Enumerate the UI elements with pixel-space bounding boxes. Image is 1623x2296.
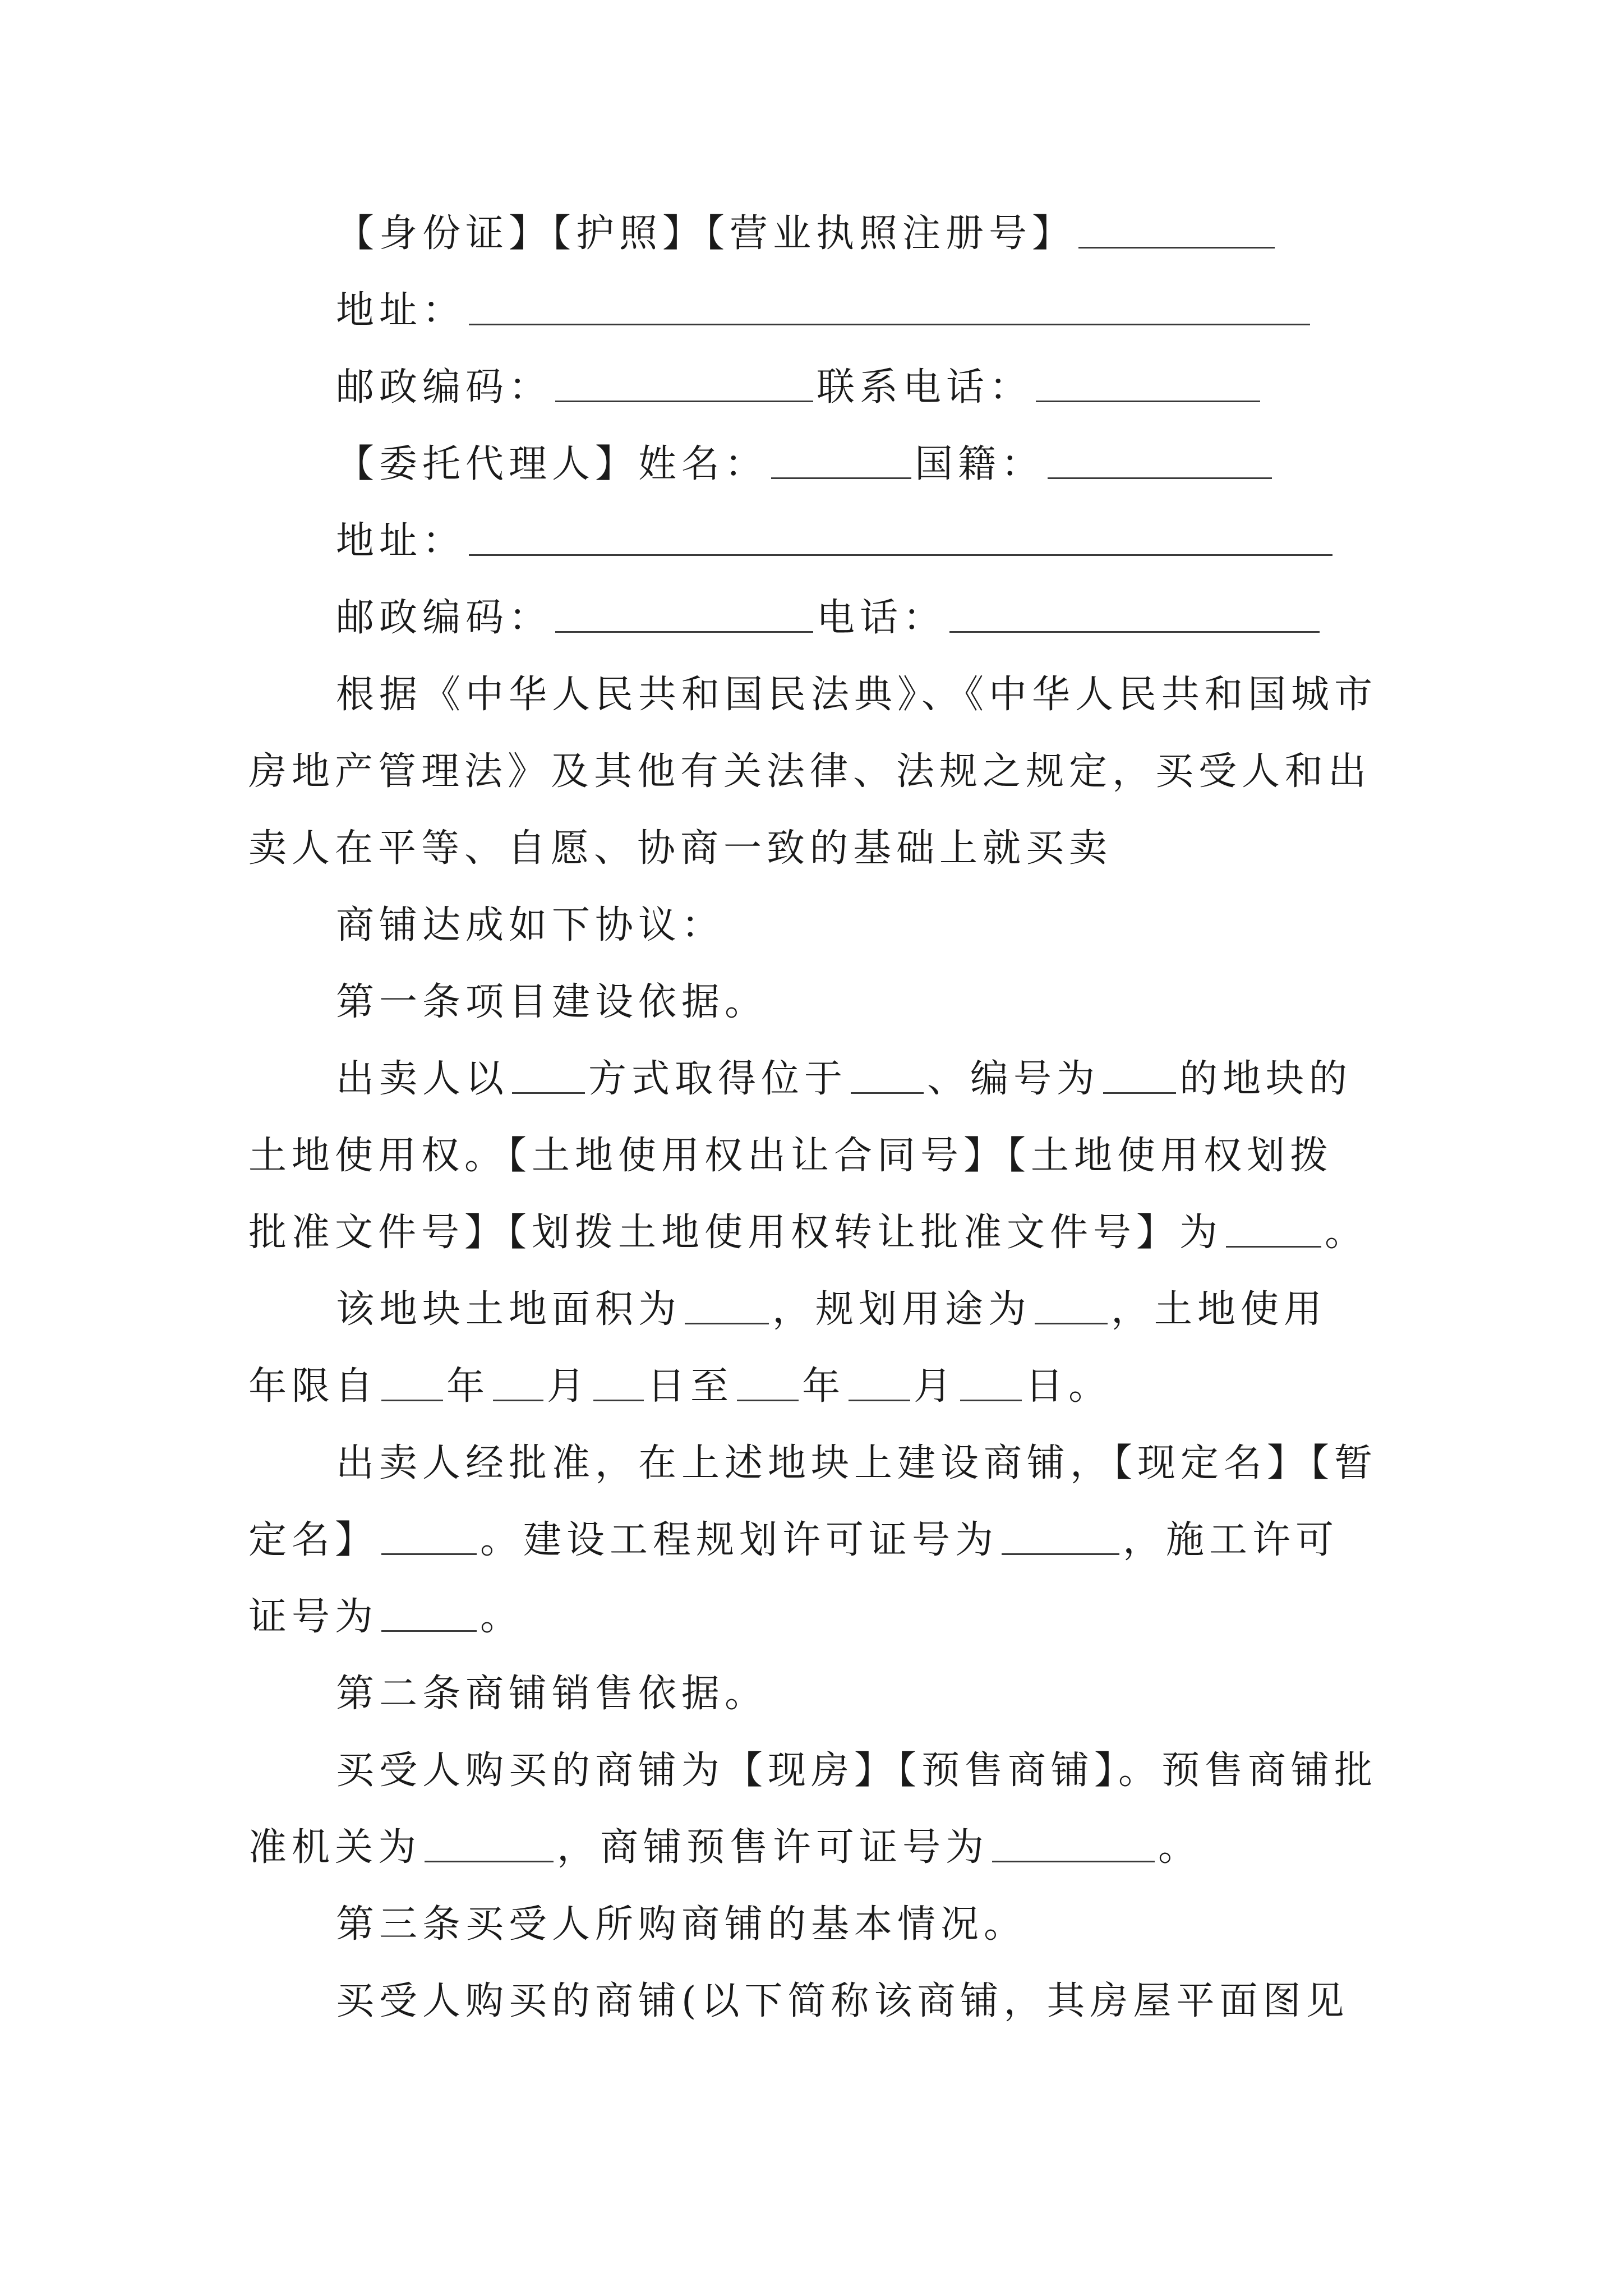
clause-text: 、编号为	[927, 1057, 1100, 1101]
agent-address-label: 地址：	[336, 519, 466, 563]
paragraph-line	[248, 1041, 1387, 1117]
start-month-blank	[493, 1372, 543, 1401]
paragraph-line	[248, 1271, 1387, 1348]
article-3-title: 第三条买受人所购商铺的基本情况。	[336, 1902, 1027, 1947]
clause-text: ，规划用途为	[772, 1287, 1032, 1332]
location-blank	[851, 1064, 924, 1094]
preamble-text: 房地产管理法》及其他有关法律、法规之规定，买受人和出	[248, 749, 1372, 794]
paragraph-line	[248, 656, 1387, 733]
article-2-title: 第二条商铺销售依据。	[336, 1672, 768, 1716]
document-body	[248, 195, 1387, 2040]
end-month-blank	[849, 1372, 910, 1401]
postal-phone-line	[248, 349, 1387, 426]
clause-text: 。	[1325, 1211, 1368, 1255]
article-1-title: 第一条项目建设依据。	[336, 980, 768, 1024]
postal-code-label: 邮政编码：	[336, 365, 552, 409]
land-area-blank	[685, 1295, 769, 1324]
clause-text: 买受人购买的商铺(以下简称该商铺，其房屋平面图见	[336, 1979, 1349, 2023]
address-line	[248, 272, 1387, 349]
presale-permit-blank	[992, 1833, 1155, 1862]
agent-line	[248, 426, 1387, 503]
paragraph-line	[248, 1579, 1387, 1655]
end-day-blank	[960, 1372, 1022, 1401]
clause-text: 批准文件号】【划拨土地使用权转让批准文件号】为	[248, 1211, 1223, 1255]
end-year-blank	[737, 1372, 799, 1401]
agent-name-label: 【委托代理人】姓名：	[336, 442, 768, 486]
clause-text: 月	[914, 1364, 957, 1409]
planning-permit-blank	[1002, 1525, 1119, 1555]
paragraph-line	[248, 1348, 1387, 1425]
nationality-label: 国籍：	[915, 442, 1045, 486]
construction-permit-blank	[381, 1602, 477, 1632]
postal-code-blank	[555, 372, 813, 402]
clause-text: 日。	[1025, 1364, 1112, 1409]
article-heading	[248, 1655, 1387, 1732]
acquisition-method-blank	[512, 1064, 585, 1094]
start-year-blank	[381, 1372, 443, 1401]
paragraph-line	[248, 733, 1387, 810]
contract-number-blank	[1226, 1218, 1321, 1248]
paragraph-line	[248, 1194, 1387, 1271]
paragraph-line	[248, 1117, 1387, 1194]
id-type-line	[248, 195, 1387, 272]
preamble-text: 卖人在平等、自愿、协商一致的基础上就买卖	[248, 826, 1113, 871]
shop-name-blank	[381, 1525, 477, 1555]
clause-text: 土地使用权。【土地使用权出让合同号】【土地使用权划拨	[248, 1134, 1334, 1178]
id-type-label: 【身份证】【护照】【营业执照注册号】	[336, 211, 1076, 256]
contact-phone-blank	[1036, 372, 1260, 402]
clause-text: ，商铺预售许可证号为	[557, 1825, 989, 1870]
clause-text: 出卖人经批准，在上述地块上建设商铺，【现定名】【暂	[336, 1441, 1378, 1485]
approval-authority-blank	[425, 1833, 554, 1862]
clause-text: 的地块的	[1179, 1057, 1353, 1101]
clause-text: 。	[480, 1595, 524, 1639]
clause-text: 年限自	[248, 1364, 379, 1409]
paragraph-line	[248, 1963, 1387, 2040]
agent-postal-code-label: 邮政编码：	[336, 596, 552, 640]
land-use-blank	[1035, 1295, 1108, 1324]
preamble-text: 商铺达成如下协议：	[336, 903, 725, 947]
paragraph-line	[248, 810, 1387, 887]
clause-text: 。	[1158, 1825, 1202, 1870]
agent-postal-phone-line	[248, 579, 1387, 656]
agent-address-line	[248, 503, 1387, 579]
paragraph-line	[248, 1425, 1387, 1502]
id-number-blank	[1078, 219, 1275, 249]
agent-name-blank	[771, 449, 911, 479]
article-heading	[248, 964, 1387, 1041]
preamble-text: 根据《中华人民共和国民法典》、《中华人民共和国城市	[336, 673, 1378, 717]
clause-text: 准机关为	[248, 1825, 422, 1870]
address-blank	[469, 296, 1310, 325]
clause-text: 年	[446, 1364, 490, 1409]
parcel-number-blank	[1103, 1064, 1176, 1094]
clause-text: 方式取得位于	[588, 1057, 848, 1101]
clause-text: 月	[547, 1364, 591, 1409]
article-heading	[248, 1886, 1387, 1963]
clause-text: 定名】	[248, 1518, 379, 1562]
clause-text: 该地块土地面积为	[336, 1287, 682, 1332]
clause-text: ，施工许可	[1123, 1518, 1339, 1562]
paragraph-line	[248, 1732, 1387, 1809]
clause-text: 。建设工程规划许可证号为	[480, 1518, 999, 1562]
agent-phone-label: 电话：	[817, 596, 947, 640]
agent-phone-blank	[949, 603, 1320, 633]
clause-text: ，土地使用	[1111, 1287, 1327, 1332]
clause-text: 买受人购买的商铺为【现房】【预售商铺】。预售商铺批	[336, 1749, 1378, 1793]
start-day-blank	[593, 1372, 644, 1401]
clause-text: 日至	[647, 1364, 734, 1409]
clause-text: 证号为	[248, 1595, 379, 1639]
paragraph-line	[248, 1502, 1387, 1579]
clause-text: 出卖人以	[336, 1057, 509, 1101]
agent-postal-code-blank	[555, 603, 813, 633]
paragraph-line	[248, 1809, 1387, 1886]
clause-text: 年	[802, 1364, 846, 1409]
contact-phone-label: 联系电话：	[817, 365, 1033, 409]
nationality-blank	[1048, 449, 1272, 479]
agent-address-blank	[469, 526, 1332, 556]
address-label: 地址：	[336, 288, 466, 333]
paragraph-line	[248, 887, 1387, 964]
